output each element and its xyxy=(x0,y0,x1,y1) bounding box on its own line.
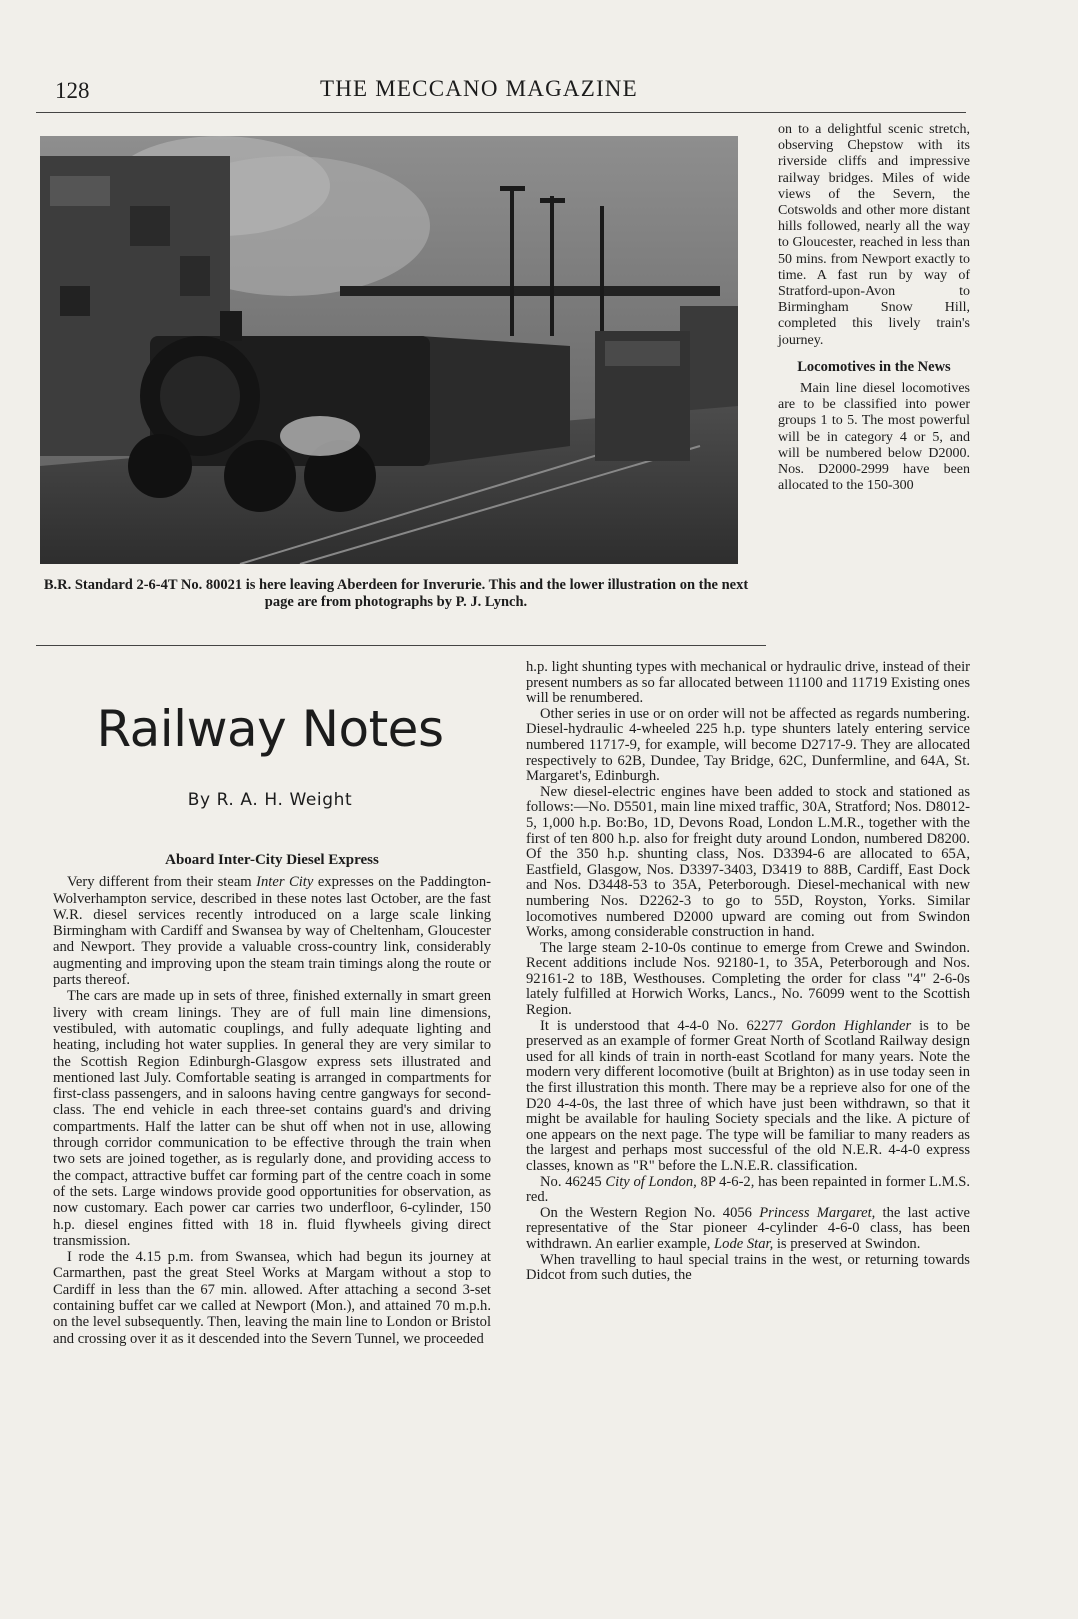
right-paragraph-8: When travelling to haul special trains in the west, or returning towards Didcot from such duties, the xyxy=(526,1251,970,1284)
right-paragraph-7: On the Western Region No. 4056 Princess Margaret, the last active representative of the Star pioneer 4-cylinder 4-6-0 class, has been withdrawn. An earlier example, Lode Star, is preserved at Swindon. xyxy=(526,1204,970,1252)
magazine-title: THE MECCANO MAGAZINE xyxy=(320,76,638,101)
left-paragraph-2: The cars are made up in sets of three, finished externally in smart green livery with cream linings. They are of full main line dimensions, vestibuled, with automatic couplings, and fully adequate lighting and heating, including hot water supplies. In general they are very similar to the Scottish Region Edinburgh-Glasgow express sets illustrated and mentioned last July. Comfortable seating is arranged in compartments for first-class passengers, and in saloons having centre gangways for second-class. The end vehicle in each three-set contains guard's and driving compartments. Half the latter can be shut off when not in use, allowing through corridor communication to be effective through the train when two sets are joined together, as is regularly done, and providing access to the compact, attractive buffet car forming part of the centre coach in some of the sets. Large windows provide good opportunities for observation, as now customary. Each power car carries two underfloor, 6-cylinder, 150 h.p. diesel engines fitted with 18 in. fluid flywheels giving direct transmission. xyxy=(53,988,491,1249)
right-column-top xyxy=(778,122,970,494)
locomotives-subheading: Locomotives in the News xyxy=(797,358,951,375)
locomotives-paragraph: Main line diesel locomotives are to be classified into power groups 1 to 5. The most powerful will be in category 4 or 5, and will be numbered below D2000. Nos. D2000-2999 have been allocated to the 150-300 xyxy=(778,381,970,494)
right-paragraph-4: The large steam 2-10-0s continue to emerge from Crewe and Swindon. Recent additions include Nos. 92180-1, to 35A, Peterborough and Nos. 92161-2 to 18B, Westhouses. Completing the order for class "4" 2-6-0s lately fulfilled at Horwich Works, Lancs., No. 76099 went to the Scottish Region. xyxy=(526,939,970,1019)
right-paragraph-3: New diesel-electric engines have been added to stock and stationed as follows:—No. D5501, main line mixed traffic, 30A, Stratford; Nos. D8012-5, 1,000 h.p. Bo:Bo, 1D, Devons Road, London L.M.R., together with the first of ten 800 h.p. also for freight duty around London, numbered D8200. Of the 350 h.p. shunting class, Nos. D3394-6 are allocated to 65A, Eastfield, Glasgow, Nos. D3397-3403, D3419 to 88B, Cardiff, East Dock and Nos. D3448-53 to 35A, Peterborough. Diesel-mechanical with new numbering Nos. D2262-3 to go to 55D, Royston, Yorks. Similar locomotives numbered D2000 upward are coming out from Swindon Works, among considerable construction in hand. xyxy=(526,783,970,941)
left-column xyxy=(53,852,491,1347)
right-column-bottom xyxy=(526,660,970,1284)
article-byline: By R. A. H. Weight xyxy=(187,790,353,810)
right-paragraph-6: No. 46245 City of London, 8P 4-6-2, has been repainted in former L.M.S. red. xyxy=(526,1173,971,1206)
inter-city-subheading: Aboard Inter-City Diesel Express xyxy=(165,852,379,868)
article-title: Railway Notes xyxy=(96,700,444,758)
right-paragraph-2: Other series in use or on order will not be affected as regards numbering. Diesel-hydraulic 4-wheeled 225 h.p. type shunters lately entering service numbered 11717-9, for example, will become D2717-9. They are allocated respectively to 62B, Dundee, Tay Bridge, 62C, Dunfermline, and 64A, St. Margaret's, Edinburgh. xyxy=(526,705,970,785)
continued-paragraph: on to a delightful scenic stretch, observing Chepstow with its riverside cliffs and impressive railway bridges. Miles of wide views of the Severn, the Cotswolds and other more distant hills followed, nearly all the way to Gloucester, reached in less than 50 mins. from Newport exactly to time. A fast run by way of Stratford-upon-Avon to Birmingham Snow Hill, completed this lively train's journey. xyxy=(778,122,970,348)
left-paragraph-1: Very different from their steam Inter City expresses on the Paddington-Wolverhampton service, described in these notes last October, are the fast W.R. diesel services recently introduced on a large scale linking Birmingham with Cardiff and Swansea by way of Cheltenham, Gloucester and Newport. They provide a valuable cross-country link, considerably augmenting and improving upon the steam train timings along the route or parts thereof. xyxy=(53,874,491,989)
header-rule xyxy=(36,112,966,113)
page-number: 128 xyxy=(55,78,90,103)
caption-rule xyxy=(36,645,766,646)
left-paragraph-3: I rode the 4.15 p.m. from Swansea, which had begun its journey at Carmarthen, past the great Steel Works at Margam without a stop to Cardiff in less than the 67 min. allowed. After attaching a second 3-set containing buffet car we called at Newport (Mon.), and attained 70 m.p.h. on the level subsequently. Then, leaving the main line to London or Bristol and crossing over it as it descended into the Severn Tunnel, we proceeded xyxy=(53,1249,491,1347)
photo-caption: B.R. Standard 2-6-4T No. 80021 is here leaving Aberdeen for Inverurie. This and the lower illustration on the next page are from photographs by P. J. Lynch. xyxy=(43,577,749,610)
right-paragraph-5: It is understood that 4-4-0 No. 62277 Gordon Highlander is to be preserved as an example of former Great North of Scotland Railway design used for all kinds of train in north-east Scotland for many years. Note the modern very different locomotive (built at Brighton) as in use today seen in the first illustration this month. There may be a reprieve also for one of the D20 4-4-0s, the last three of which have just been withdrawn, so that it might be available for hauling Society specials and the like. A picture of one appears on the next page. The type will be familiar to many readers as the largest and perhaps most successful of the old N.E.R. 4-4-0 express classes, known as "R" before the L.N.E.R. classification. xyxy=(526,1017,970,1174)
right-paragraph-1: h.p. light shunting types with mechanical or hydraulic drive, instead of their present numbers as so far allocated between 11100 and 11719 Existing ones will be renumbered. xyxy=(526,659,970,707)
locomotive-photograph xyxy=(40,136,738,564)
